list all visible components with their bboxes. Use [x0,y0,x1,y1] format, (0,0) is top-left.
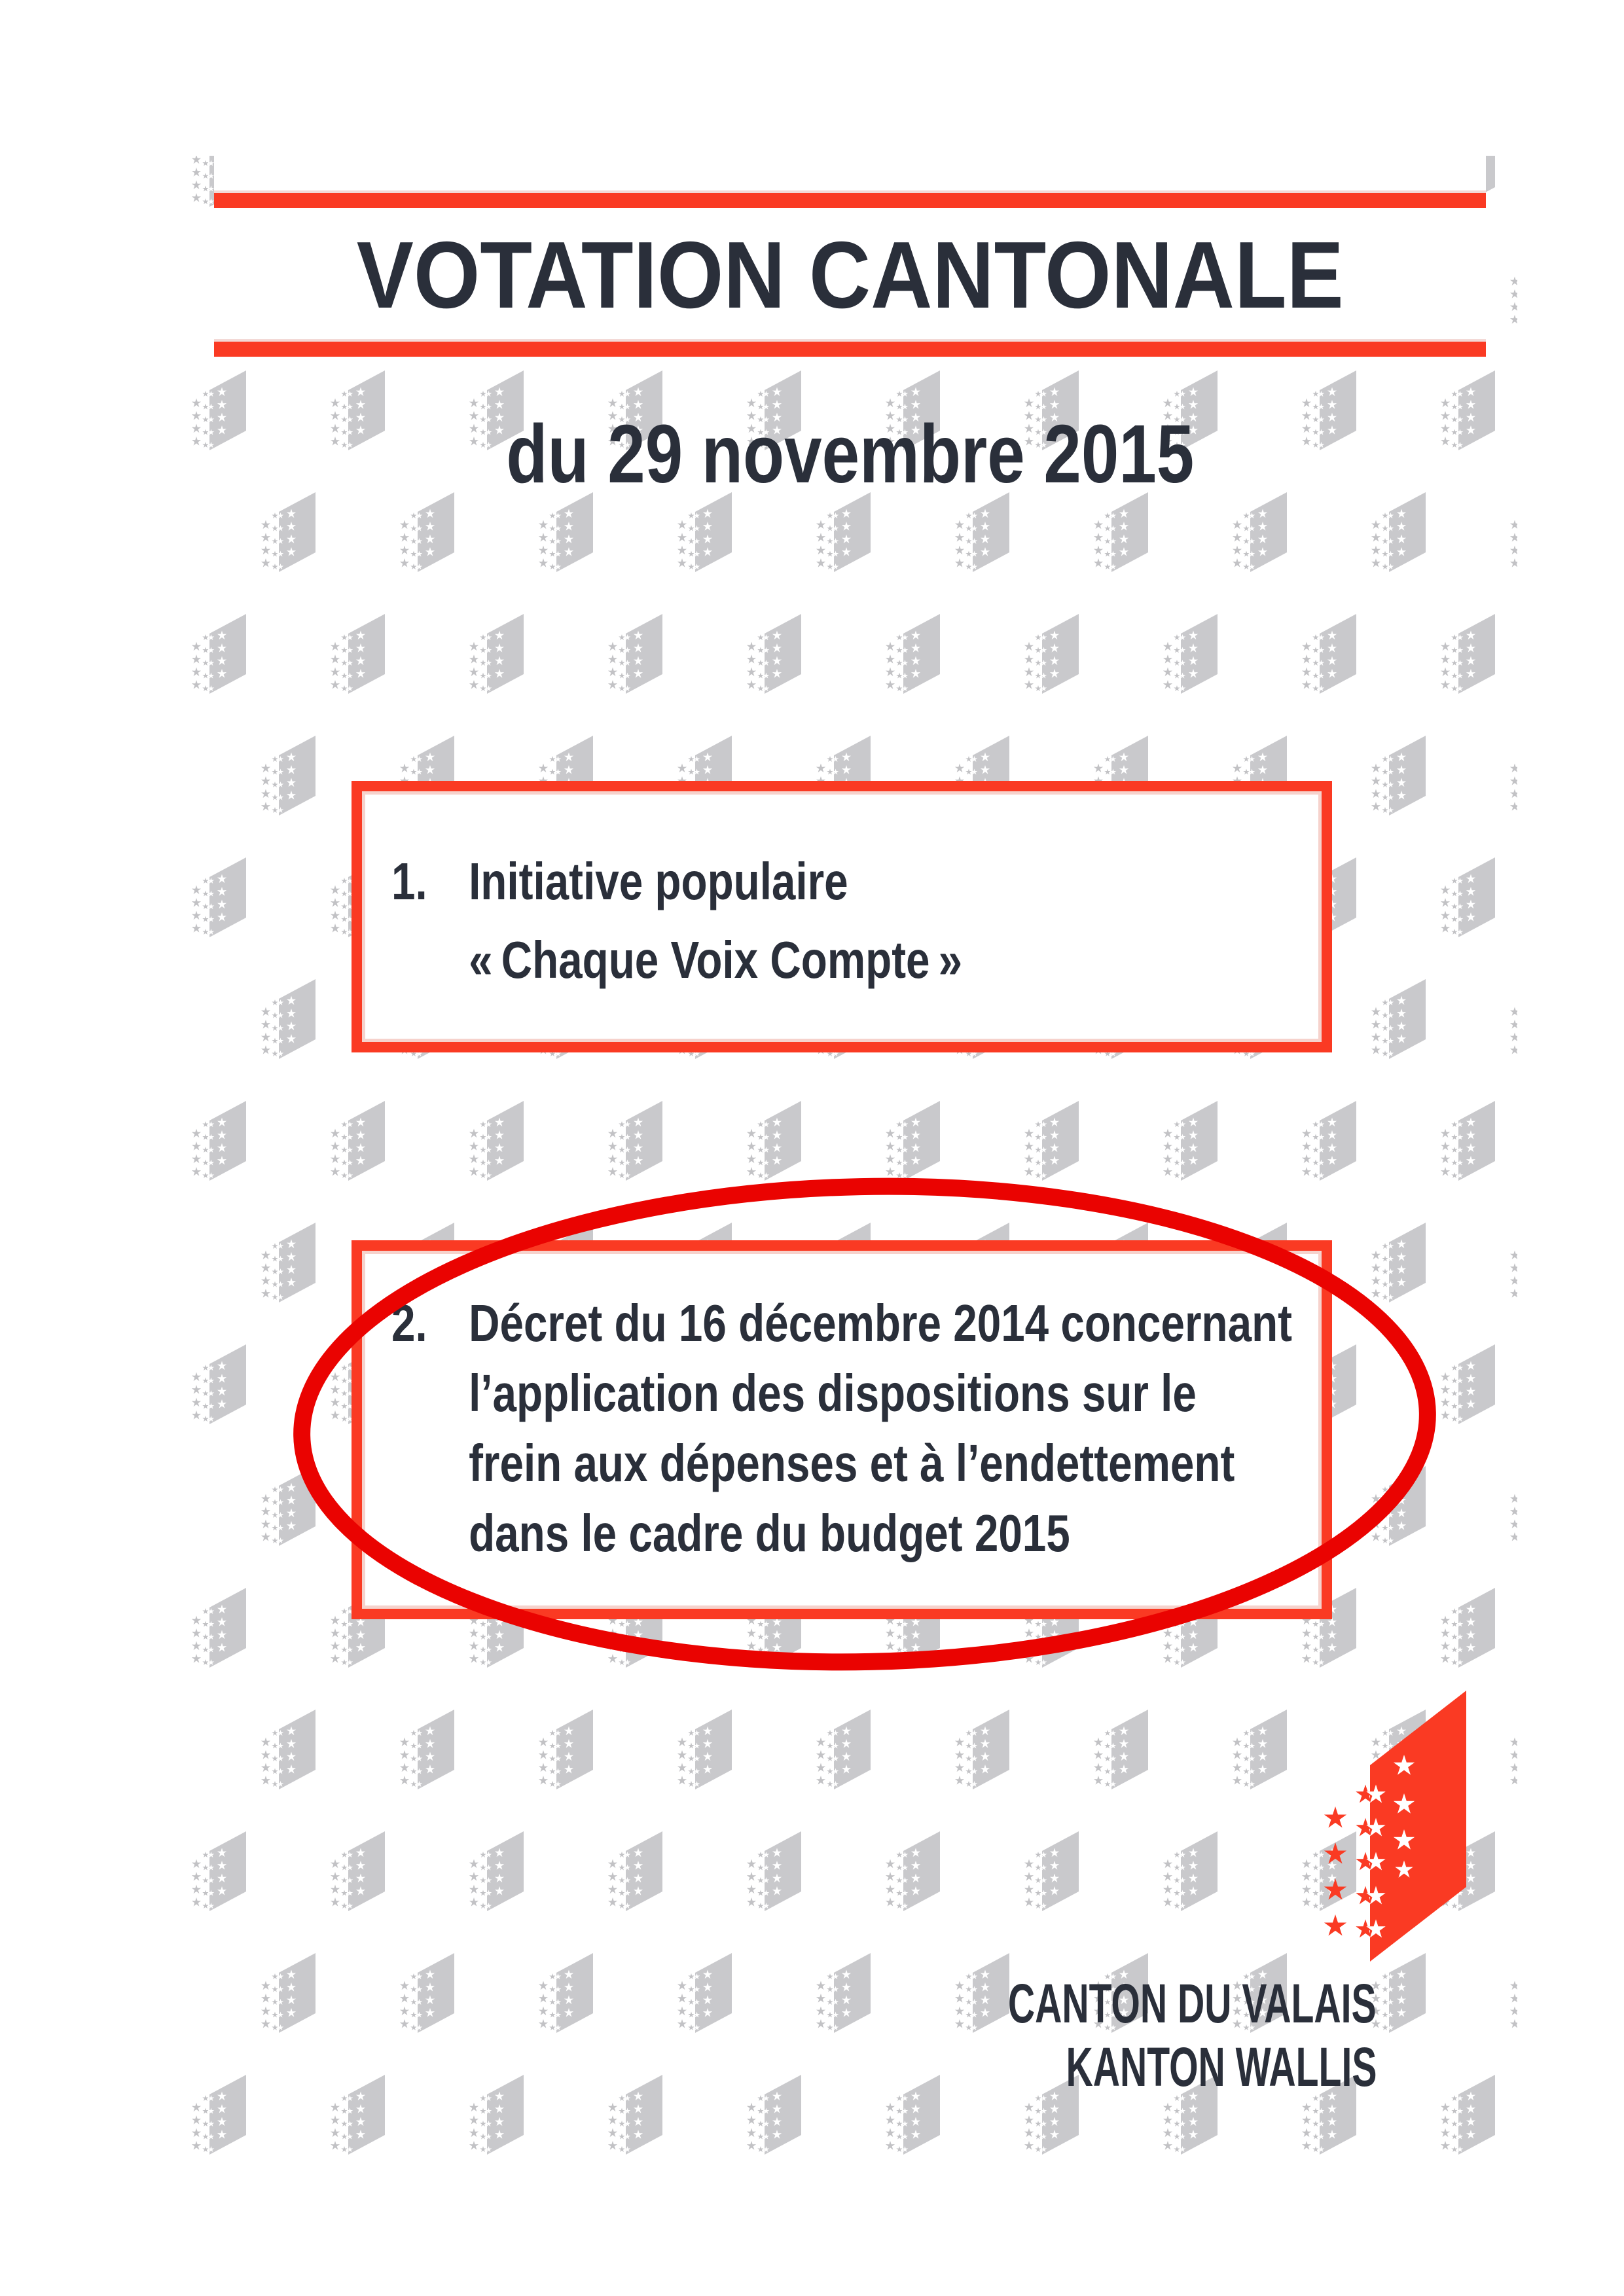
item-1-text: « Chaque Voix Compte » [469,931,963,989]
ballot-item-2-line-3 [391,1434,1235,1492]
item-2-text: l’application des dispositions sur le [469,1364,1197,1422]
page-title: VOTATION CANTONALE [356,222,1344,328]
item-2-text: dans le cadre du budget 2015 [469,1504,1070,1562]
canton-name-de: KANTON WALLIS [1066,2036,1377,2098]
canton-name-fr: CANTON DU VALAIS [1008,1973,1377,2034]
item-1-text: Initiative populaire [469,852,848,910]
ballot-item-2-line-1 [391,1294,1292,1352]
ballot-item-1-box [352,781,1332,1052]
ballot-item-1-line-1 [391,852,848,910]
item-2-number: 2. [391,1294,427,1352]
date-subtitle: du 29 novembre 2015 [506,408,1194,500]
bottom-rule [214,342,1486,357]
item-1-number: 1. [391,852,427,910]
ballot-item-1-line-2 [391,931,963,989]
ballot-item-2-line-4 [391,1504,1070,1562]
item-2-text: Décret du 16 décembre 2014 concernant [469,1294,1292,1352]
item-2-text: frein aux dépenses et à l’endettement [469,1434,1235,1492]
ballot-item-2-line-2 [391,1364,1197,1422]
top-rule [214,193,1486,208]
